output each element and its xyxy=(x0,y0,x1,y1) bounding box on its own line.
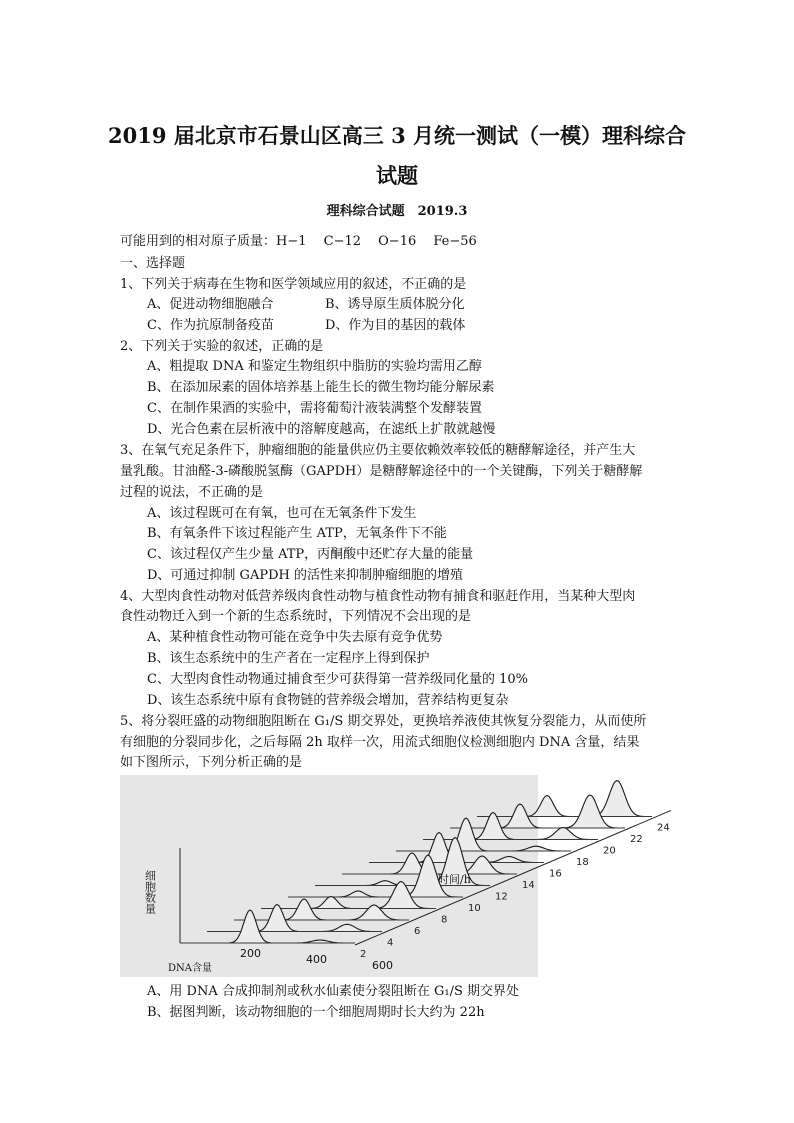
question-3-option-a: A、该过程既可在有氧，也可在无氧条件下发生 xyxy=(147,506,417,521)
question-3-stem-line2: 量乳酸。甘油醛-3-磷酸脱氢酶（GAPDH）是糖酵解途径中的一个关键酶，下列关于糖酵解 xyxy=(120,464,643,479)
question-4-option-b: B、该生态系统中的生产者在一定程序上得到保护 xyxy=(147,651,430,666)
question-5-stem-line2: 有细胞的分裂同步化，之后每隔 2h 取样一次，用流式细胞仪检测细胞内 DNA 含量，结果 xyxy=(120,735,640,750)
question-5-option-b: B、据图判断，该动物细胞的一个细胞周期时长大约为 22h xyxy=(147,1005,485,1020)
question-5-option-a: A、用 DNA 合成抑制剂或秋水仙素使分裂阻断在 G₁/S 期交界处 xyxy=(147,984,519,999)
time-axis-label: 时间/h xyxy=(438,873,471,886)
time-tick-label: 6 xyxy=(414,926,421,937)
flow-cytometry-figure xyxy=(120,775,670,977)
question-3-stem-line1: 3、在氧气充足条件下，肿瘤细胞的能量供应仍主要依赖效率较低的糖酵解途径，并产生大 xyxy=(120,443,636,458)
paper-subtitle: 理科综合试题 2019.3 xyxy=(326,204,468,219)
paper-title-line2: 试题 xyxy=(376,163,418,188)
question-2-option-a: A、粗提取 DNA 和鉴定生物组织中脂肪的实验均需用乙醇 xyxy=(147,359,482,374)
question-1-option-a: A、促进动物细胞融合 xyxy=(147,297,274,312)
time-tick-label: 24 xyxy=(657,822,670,834)
question-4-option-c: C、大型肉食性动物通过捕食至少可获得第一营养级同化量的 10% xyxy=(147,672,528,687)
paper-title-line1: 2019 届北京市石景山区高三 3 月统一测试（一模）理科综合 xyxy=(108,123,686,148)
time-tick-label: 12 xyxy=(495,891,508,903)
histogram-series-24h xyxy=(477,781,652,817)
histogram-series-6h xyxy=(234,899,409,920)
time-tick-label: 8 xyxy=(441,914,448,926)
question-5-stem-line3: 如下图所示，下列分析正确的是 xyxy=(120,755,303,770)
time-tick-label: 22 xyxy=(630,834,643,845)
question-2-option-c: C、在制作果酒的实验中，需将葡萄汁液装满整个发酵装置 xyxy=(147,401,482,416)
time-tick-label: 20 xyxy=(603,845,616,857)
question-1-option-c: C、作为抗原制备疫苗 xyxy=(147,318,274,333)
question-3-option-c: C、该过程仅产生少量 ATP，丙酮酸中还贮存大量的能量 xyxy=(147,547,474,562)
question-4-stem-line2: 食性动物迁入到一个新的生态系统时，下列情况不会出现的是 xyxy=(120,609,472,624)
x-axis-label: DNA含量 xyxy=(168,963,212,974)
question-2-stem: 2、下列关于实验的叙述，正确的是 xyxy=(120,339,324,354)
dna-tick-label: 200 xyxy=(240,947,261,960)
question-4-option-a: A、某种植食性动物可能在竞争中失去原有竞争优势 xyxy=(147,630,443,645)
flow-cytometry-chart xyxy=(120,775,670,977)
y-axis-label: 细胞数量 xyxy=(143,870,157,914)
atomic-masses: 可能用到的相对原子质量：H−1 C−12 O−16 Fe−56 xyxy=(120,234,477,249)
section-heading: 一、选择题 xyxy=(120,256,186,271)
question-1-stem: 1、下列关于病毒在生物和医学领域应用的叙述，不正确的是 xyxy=(120,277,467,292)
time-tick-label: 14 xyxy=(522,880,535,891)
question-5-stem-line1: 5、将分裂旺盛的动物细胞阻断在 G₁/S 期交界处，更换培养液使其恢复分裂能力，从而使所 xyxy=(120,714,647,729)
dna-tick-label: 600 xyxy=(372,959,393,972)
time-tick-label: 2 xyxy=(360,949,367,960)
question-2-option-b: B、在添加尿素的固体培养基上能生长的微生物均能分解尿素 xyxy=(147,380,495,395)
dna-tick-label: 400 xyxy=(306,953,327,966)
question-3-option-b: B、有氧条件下该过程能产生 ATP，无氧条件下不能 xyxy=(147,526,447,541)
question-4-stem-line1: 4、大型肉食性动物对低营养级肉食性动物与植食性动物有捕食和驱赶作用，当某种大型肉 xyxy=(120,589,636,604)
question-1-option-d: D、作为目的基因的载体 xyxy=(325,318,466,333)
time-axis-line xyxy=(355,810,671,945)
question-3-stem-line3: 过程的说法，不正确的是 xyxy=(120,485,264,500)
question-2-option-d: D、光合色素在层析液中的溶解度越高，在滤纸上扩散就越慢 xyxy=(147,422,496,437)
time-tick-label: 4 xyxy=(387,937,394,949)
question-4-option-d: D、该生态系统中原有食物链的营养级会增加，营养结构更复杂 xyxy=(147,693,509,708)
time-tick-label: 10 xyxy=(468,903,481,914)
time-tick-label: 18 xyxy=(576,857,589,868)
question-3-option-d: D、可通过抑制 GAPDH 的活性来抑制肿瘤细胞的增殖 xyxy=(147,568,463,583)
question-1-option-b: B、诱导原生质体脱分化 xyxy=(325,297,465,312)
time-tick-label: 16 xyxy=(549,868,562,880)
